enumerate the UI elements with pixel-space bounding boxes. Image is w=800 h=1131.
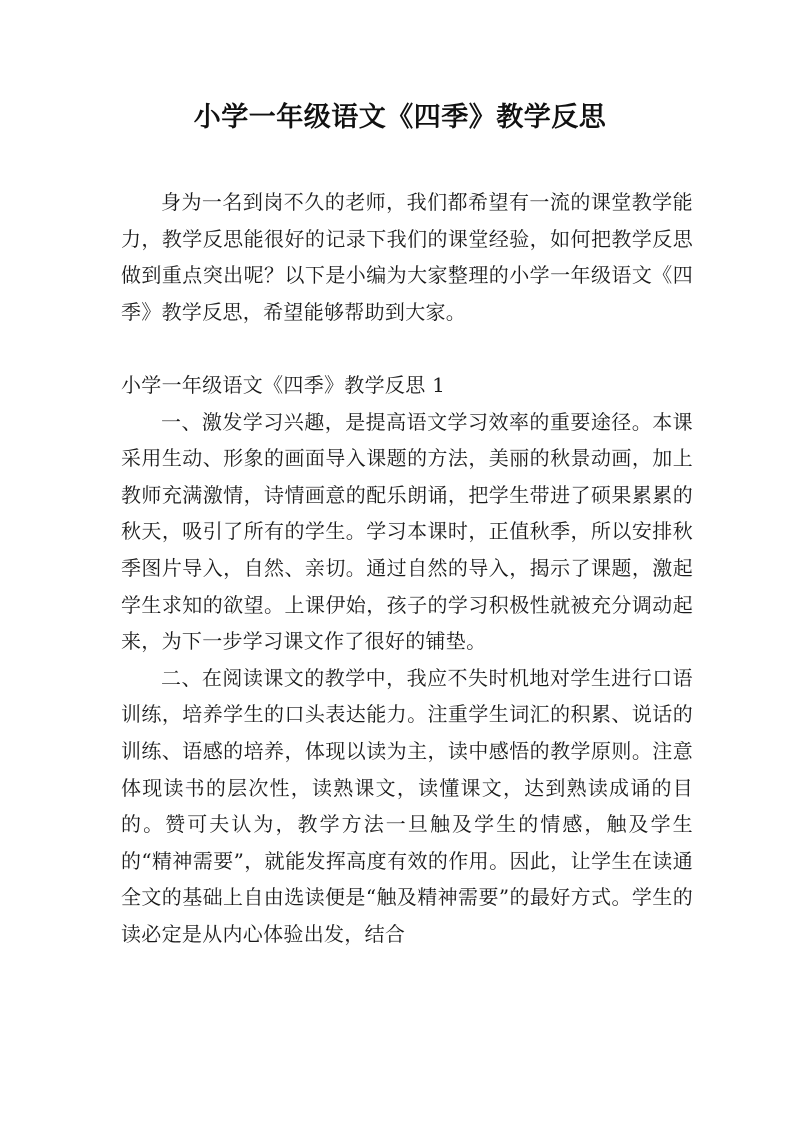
body-paragraph-2: 二、在阅读课文的教学中，我应不失时机地对学生进行口语训练，培养学生的口头表达能力。注重学生词汇的积累、说话的训练、语感的培养，体现以读为主，读中感悟的教学原则。注意体现读书的层次性，读熟课文，读懂课文，达到熟读成诵的目的。赞可夫认为，教学方法一旦触及学生的情感，触及学生的“精神需要”，就能发挥高度有效的作用。因此，让学生在读通全文的基础上自由选读便是“触及精神需要”的最好方式。学生的读必定是从内心体验出发，结合 bbox=[121, 665, 693, 946]
intro-paragraph: 身为一名到岗不久的老师，我们都希望有一流的课堂教学能力，教学反思能很好的记录下我们的课堂经验，如何把教学反思做到重点突出呢？以下是小编为大家整理的小学一年级语文《四季》教学反思，希望能够帮助到大家。 bbox=[121, 190, 693, 324]
document-title: 小学一年级语文《四季》教学反思 bbox=[193, 102, 607, 133]
section-heading: 小学一年级语文《四季》教学反思 1 bbox=[121, 372, 446, 397]
document-body bbox=[121, 184, 693, 952]
paragraph-spacer bbox=[121, 330, 693, 367]
body-paragraph-1: 一、激发学习兴趣，是提高语文学习效率的重要途径。本课采用生动、形象的画面导入课题的方法，美丽的秋景动画，加上教师充满激情，诗情画意的配乐朗诵，把学生带进了硕果累累的秋天，吸引了所有的学生。学习本课时，正值秋季，所以安排秋季图片导入，自然、亲切。通过自然的导入，揭示了课题，激起学生求知的欲望。上课伊始，孩子的学习积极性就被充分调动起来，为下一步学习课文作了很好的铺垫。 bbox=[121, 409, 693, 654]
